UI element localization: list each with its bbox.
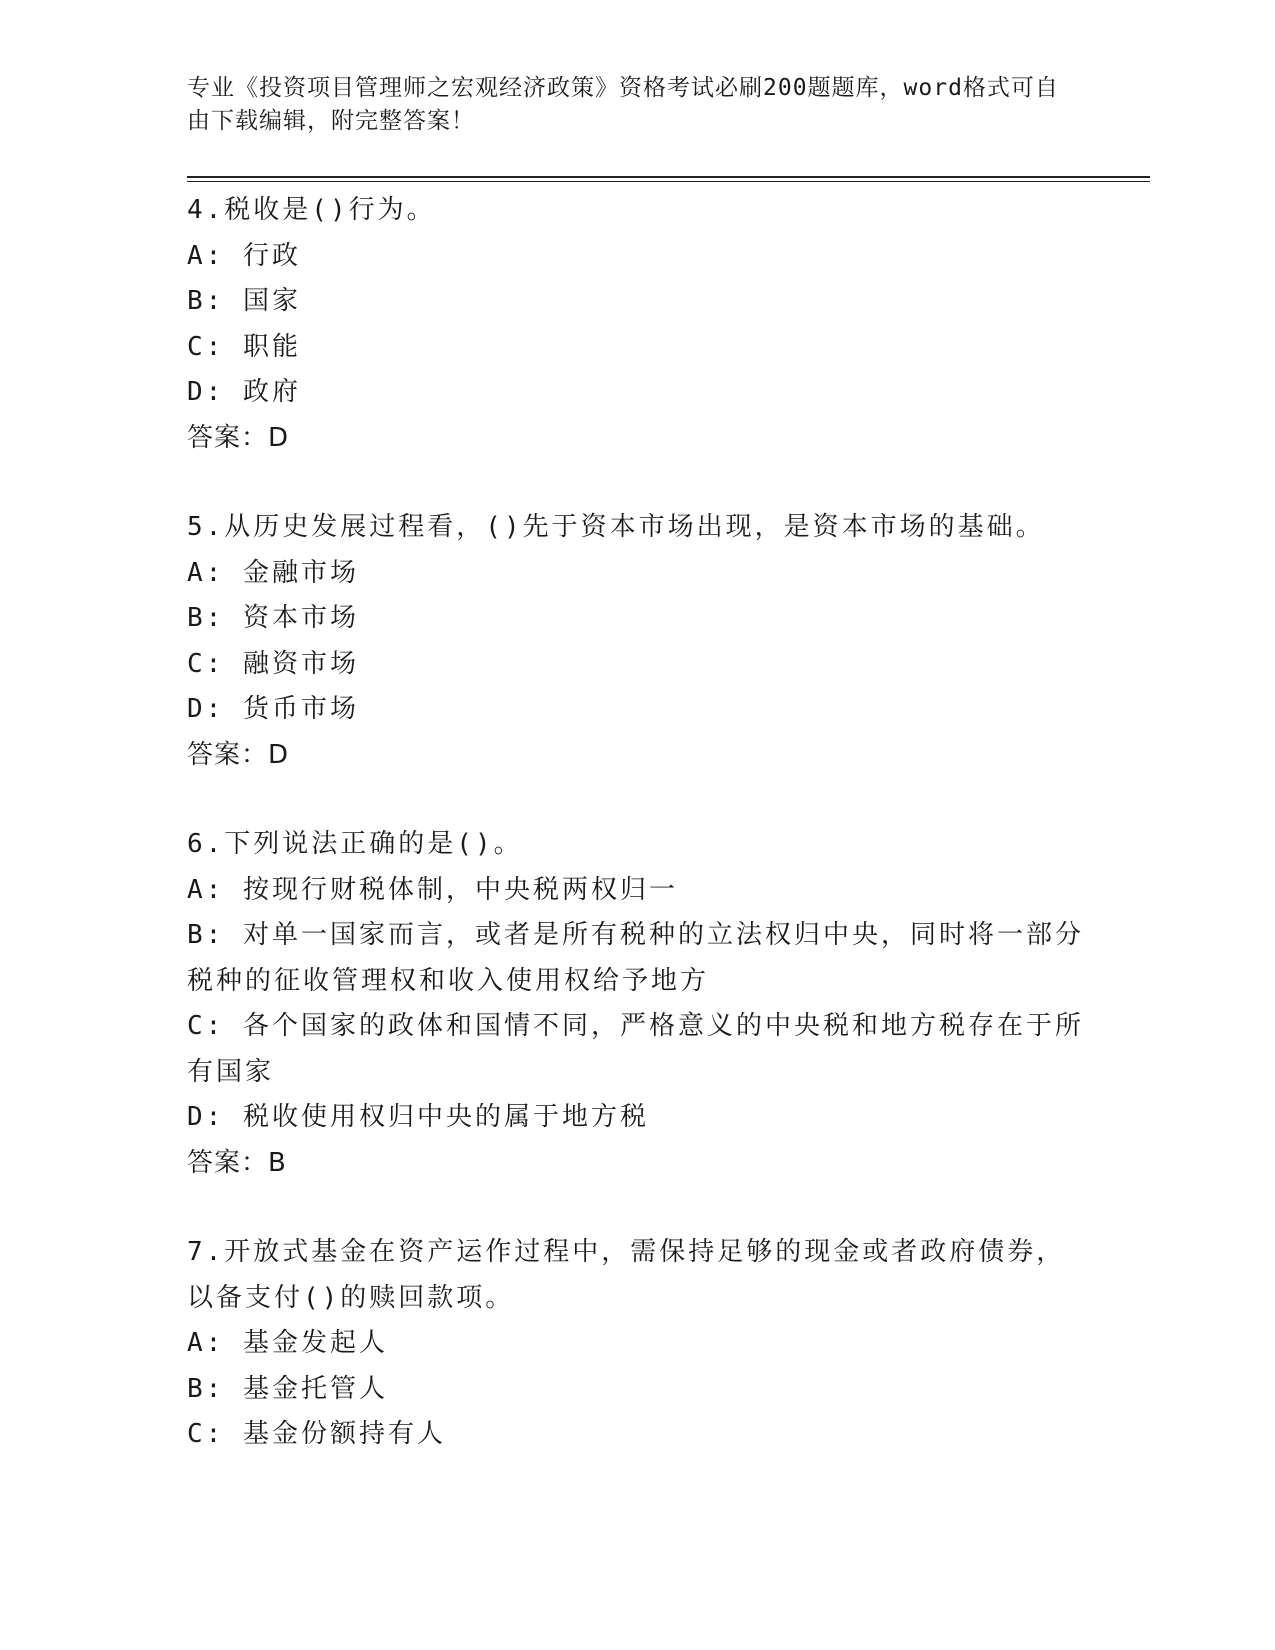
option-c: C: 各个国家的政体和国情不同，严格意义的中央税和地方税存在于所有国家	[187, 1011, 1084, 1087]
document-header: 专业《投资项目管理师之宏观经济政策》资格考试必刷200题题库，word格式可自由下载编辑，附完整答案！	[187, 75, 1059, 134]
question-stem: 7.开放式基金在资产运作过程中，需保持足够的现金或者政府债券，以备支付()的赎回款项。	[187, 1237, 1066, 1313]
header-divider-thin	[187, 181, 1150, 182]
question-7	[187, 1230, 1087, 1458]
question-stem: 4.税收是()行为。	[187, 195, 436, 225]
question-4	[187, 188, 1087, 461]
option-c: C: 基金份额持有人	[187, 1419, 446, 1449]
option-b: B: 资本市场	[187, 603, 359, 633]
answer-line: 答案：D	[187, 422, 290, 453]
option-b: B: 对单一国家而言，或者是所有税种的立法权归中央，同时将一部分税种的征收管理权和收入使用权给予地方	[187, 920, 1084, 996]
option-c: C: 融资市场	[187, 648, 359, 679]
answer-line: 答案：B	[187, 1147, 287, 1178]
option-a: A: 基金发起人	[187, 1328, 388, 1358]
header-divider-thick	[187, 176, 1150, 178]
option-b: B: 基金托管人	[187, 1373, 388, 1404]
option-a: A: 金融市场	[187, 557, 359, 588]
option-a: A: 按现行财税体制，中央税两权归一	[187, 874, 678, 905]
question-list	[187, 188, 1087, 1502]
option-c: C: 职能	[187, 331, 301, 362]
question-5	[187, 505, 1087, 778]
option-d: D: 税收使用权归中央的属于地方税	[187, 1102, 649, 1132]
option-a: A: 行政	[187, 240, 301, 271]
option-d: D: 货币市场	[187, 694, 359, 724]
option-b: B: 国家	[187, 286, 301, 316]
question-stem: 5.从历史发展过程看，()先于资本市场出现，是资本市场的基础。	[187, 512, 1045, 542]
option-d: D: 政府	[187, 377, 301, 407]
question-stem: 6.下列说法正确的是()。	[187, 829, 523, 859]
question-6	[187, 822, 1087, 1186]
answer-line: 答案：D	[187, 739, 290, 770]
